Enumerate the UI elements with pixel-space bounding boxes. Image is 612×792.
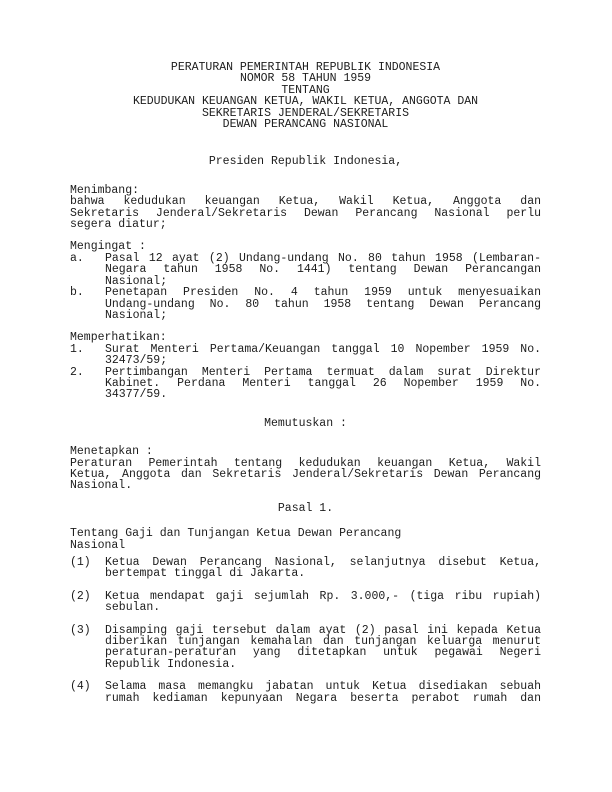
pasal-1-item-2 [70, 591, 541, 614]
section-pasal-1 [70, 528, 541, 704]
item-text: Ketua mendapat gaji sejumlah Rp. 3.000,- (tiga ribu rupiah) sebulan. [105, 589, 541, 615]
item-text: Disamping gaji tersebut dalam ayat (2) pasal ini kepada Ketua diberikan tunjangan kemahalan dan tunjangan keluarga menurut peraturan-peraturan yang ditetapkan untuk pegawai Negeri Republik Indonesia. [105, 623, 541, 671]
item-text: Pasal 12 ayat (2) Undang-undang No. 80 tahun 1958 (Lembaran- Negara tahun 1958 No. 1441) tentang Dewan Perancangan Nasional; [105, 251, 541, 288]
item-label: 1. [70, 342, 84, 356]
item-text: Surat Menteri Pertama/Keuangan tanggal 10 Nopember 1959 No. 32473/59; [105, 342, 541, 368]
item-text: Ketua Dewan Perancang Nasional, selanjutnya disebut Ketua, bertempat tinggal di Jakarta. [105, 556, 541, 581]
item-text: Pertimbangan Menteri Pertama termuat dalam surat Direktur Kabinet. Perdana Menteri tanggal 26 Nopember 1959 No. 34377/59. [105, 365, 541, 402]
memutuskan-heading: Memutuskan : [264, 416, 347, 430]
item-text: Penetapan Presiden No. 4 tahun 1959 untuk menyesuaikan Undang-undang No. 80 tahun 1958 tentang Dewan Perancang Nasional; [105, 286, 541, 322]
memperhatikan-item-1 [70, 344, 541, 367]
mengingat-heading: Mengingat : [70, 240, 146, 254]
mengingat-item-b [70, 287, 541, 321]
menetapkan-body: Peraturan Pemerintah tentang kedudukan keuangan Ketua, Wakil Ketua, Anggota dan Sekretaris Jenderal/Sekretaris Dewan Perancang Nasional. [70, 456, 541, 493]
section-memperhatikan [70, 332, 541, 400]
salutation: Presiden Republik Indonesia, [208, 155, 403, 169]
pasal-1-item-3 [70, 625, 541, 671]
item-label: (3) [70, 623, 91, 637]
mengingat-item-a [70, 253, 541, 287]
item-label: (2) [70, 589, 91, 603]
pasal-1-heading: Pasal 1. [277, 501, 334, 515]
section-menetapkan [70, 446, 541, 492]
section-mengingat [70, 241, 541, 321]
item-label: 2. [70, 365, 84, 379]
memperhatikan-heading: Memperhatikan: [70, 331, 167, 345]
pasal-1-intro: Tentang Gaji dan Tunjangan Ketua Dewan Perancang Nasional [70, 527, 402, 552]
item-label: a. [70, 251, 84, 265]
item-label: (1) [70, 556, 91, 569]
item-text: Selama masa memangku jabatan untuk Ketua disediakan sebuah rumah kediaman kepunyaan Negara beserta perabot rumah dan [105, 680, 541, 705]
menimbang-body: bahwa kedudukan keuangan Ketua, Wakil Ketua, Anggota dan Sekretaris Jenderal/Sekretaris Dewan Perancang Nasional perlu segera diatur; [70, 195, 541, 232]
item-label: (4) [70, 680, 91, 694]
item-label: b. [70, 286, 84, 300]
section-menimbang [70, 185, 541, 231]
pasal-1-item-4 [70, 681, 541, 704]
menetapkan-heading: Menetapkan : [70, 445, 153, 459]
menimbang-heading: Menimbang: [70, 183, 140, 197]
pasal-1-item-1 [70, 557, 541, 580]
memperhatikan-item-2 [70, 367, 541, 401]
document-title: PERATURAN PEMERINTAH REPUBLIK INDONESIA NOMOR 58 TAHUN 1959 TENTANG KEDUDUKAN KEUANGAN KETUA, WAKIL KETUA, ANGGOTA DAN SEKRETARIS JENDERAL/SEKRETARIS DEWAN PERANCANG NASIONAL [132, 61, 479, 132]
